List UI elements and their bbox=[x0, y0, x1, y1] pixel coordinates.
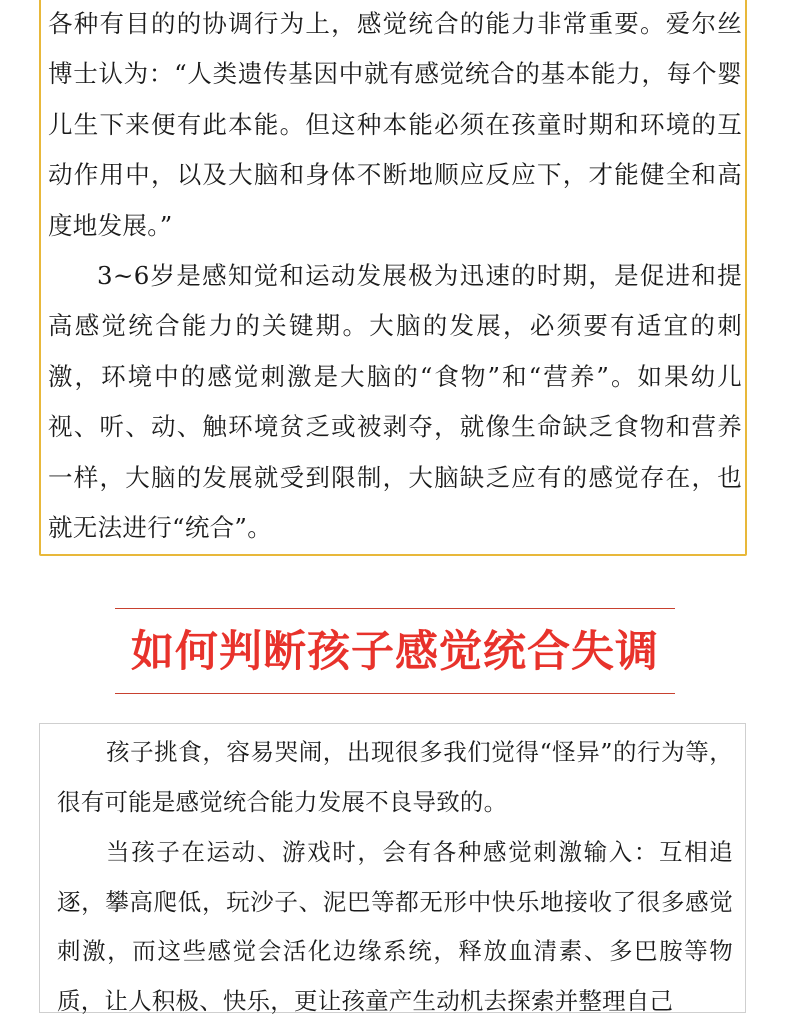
paragraph-sensory-input: 当孩子在运动、游戏时，会有各种感觉刺激输入：互相追逐，攀高爬低，玩沙子、泥巴等都无形中快乐地接收了很多感觉刺激，而这些感觉会活化边缘系统，释放血清素、多巴胺等物质，让人积极、快乐，更让孩童产生动机去探索并整理自己 bbox=[57, 838, 733, 1015]
paragraph-ayres-quote: 各种有目的的协调行为上，感觉统合的能力非常重要。爱尔丝博士认为：“人类遗传基因中就有感觉统合的基本能力，每个婴儿生下来便有此本能。但这种本能必须在孩童时期和环境的互动作用中，以及大脑和身体不断地顺应反应下，才能健全和高度地发展。” bbox=[48, 9, 742, 240]
heading-rule-top bbox=[115, 608, 675, 609]
paragraph-picky-eating: 孩子挑食，容易哭闹，出现很多我们觉得“怪异”的行为等，很有可能是感觉统合能力发展不良导致的。 bbox=[57, 738, 733, 816]
paragraph-critical-period: 3~6岁是感知觉和运动发展极为迅速的时期，是促进和提高感觉统合能力的关键期。大脑的发展，必须要有适宜的刺激，环境中的感觉刺激是大脑的“食物”和“营养”。如果幼儿视、听、动、触环境贫乏或被剥夺，就像生命缺乏食物和营养一样，大脑的发展就受到限制，大脑缺乏应有的感觉存在，也就无法进行“统合”。 bbox=[48, 261, 742, 543]
section-heading: 如何判断孩子感觉统合失调 bbox=[131, 627, 659, 677]
heading-rule-bottom bbox=[115, 693, 675, 694]
